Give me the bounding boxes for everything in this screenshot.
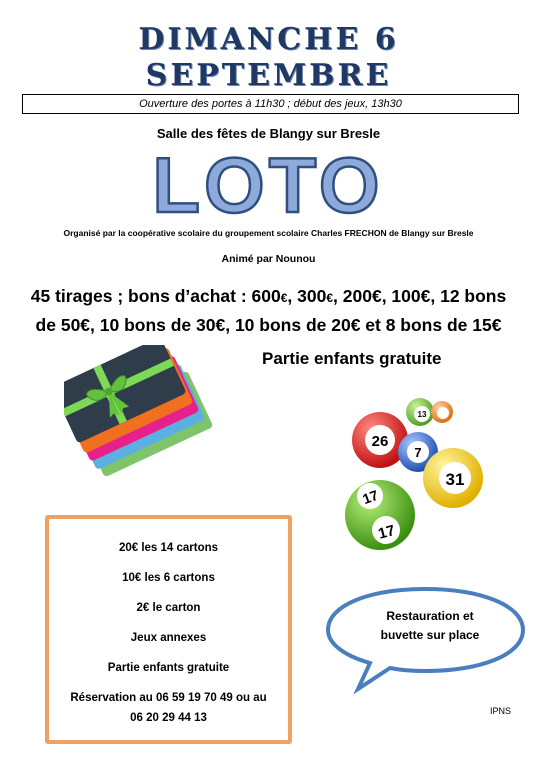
doors-opening-box: Ouverture des portes à 11h30 ; début des jeux, 13h30 [22,94,519,114]
svg-text:7: 7 [414,445,422,460]
svg-text:31: 31 [445,470,465,489]
title-line-1: DIMANCHE 6 [138,22,399,57]
price-1-carton: 2€ le carton [136,602,201,614]
bubble-line-2: buvette sur place [380,628,480,642]
kids-game-text: Partie enfants gratuite [262,349,442,368]
ipns-label: IPNS [490,706,512,716]
orange-ball-center [437,407,449,419]
venue-text: Salle des fêtes de Blangy sur Bresle [156,126,381,141]
loto-heading [0,150,537,220]
prizes-line-1: 45 tirages ; bons d’achat : 600€, 300€, 200€, 100€, 12 bons [30,286,507,306]
price-14-cartons: 20€ les 14 cartons [118,542,219,554]
svg-text:17: 17 [360,486,381,508]
svg-text:26: 26 [371,433,389,450]
bingo-balls-illustration [338,390,488,550]
ball-31 [423,448,483,508]
svg-text:13: 13 [417,410,427,419]
loto-text: LOTO [152,150,384,220]
price-6-cartons: 10€ les 6 cartons [122,572,215,584]
ball-17 [345,480,415,550]
svg-text:17: 17 [376,522,397,543]
bubble-line-1: Restauration et [386,609,474,623]
organizer-text: Organisé par la coopérative scolaire du groupement scolaire Charles FRECHON de Blangy sur Bresle [63,228,474,238]
prizes-line-2: de 50€, 10 bons de 30€, 10 bons de 20€ et 8 bons de 15€ [35,315,502,335]
kids-game-free: Partie enfants gratuite [107,662,230,674]
host-text: Animé par Nounou [221,253,316,265]
ball-13 [406,398,434,426]
reservation-line-1: Réservation au 06 59 19 70 49 ou au [70,692,267,704]
prizes-text [20,283,517,339]
title-line-2: SEPTEMBRE [145,58,392,93]
reservation-line-2: 06 20 29 44 13 [130,712,207,724]
gift-cards-illustration [64,345,224,480]
side-games: Jeux annexes [130,632,207,644]
